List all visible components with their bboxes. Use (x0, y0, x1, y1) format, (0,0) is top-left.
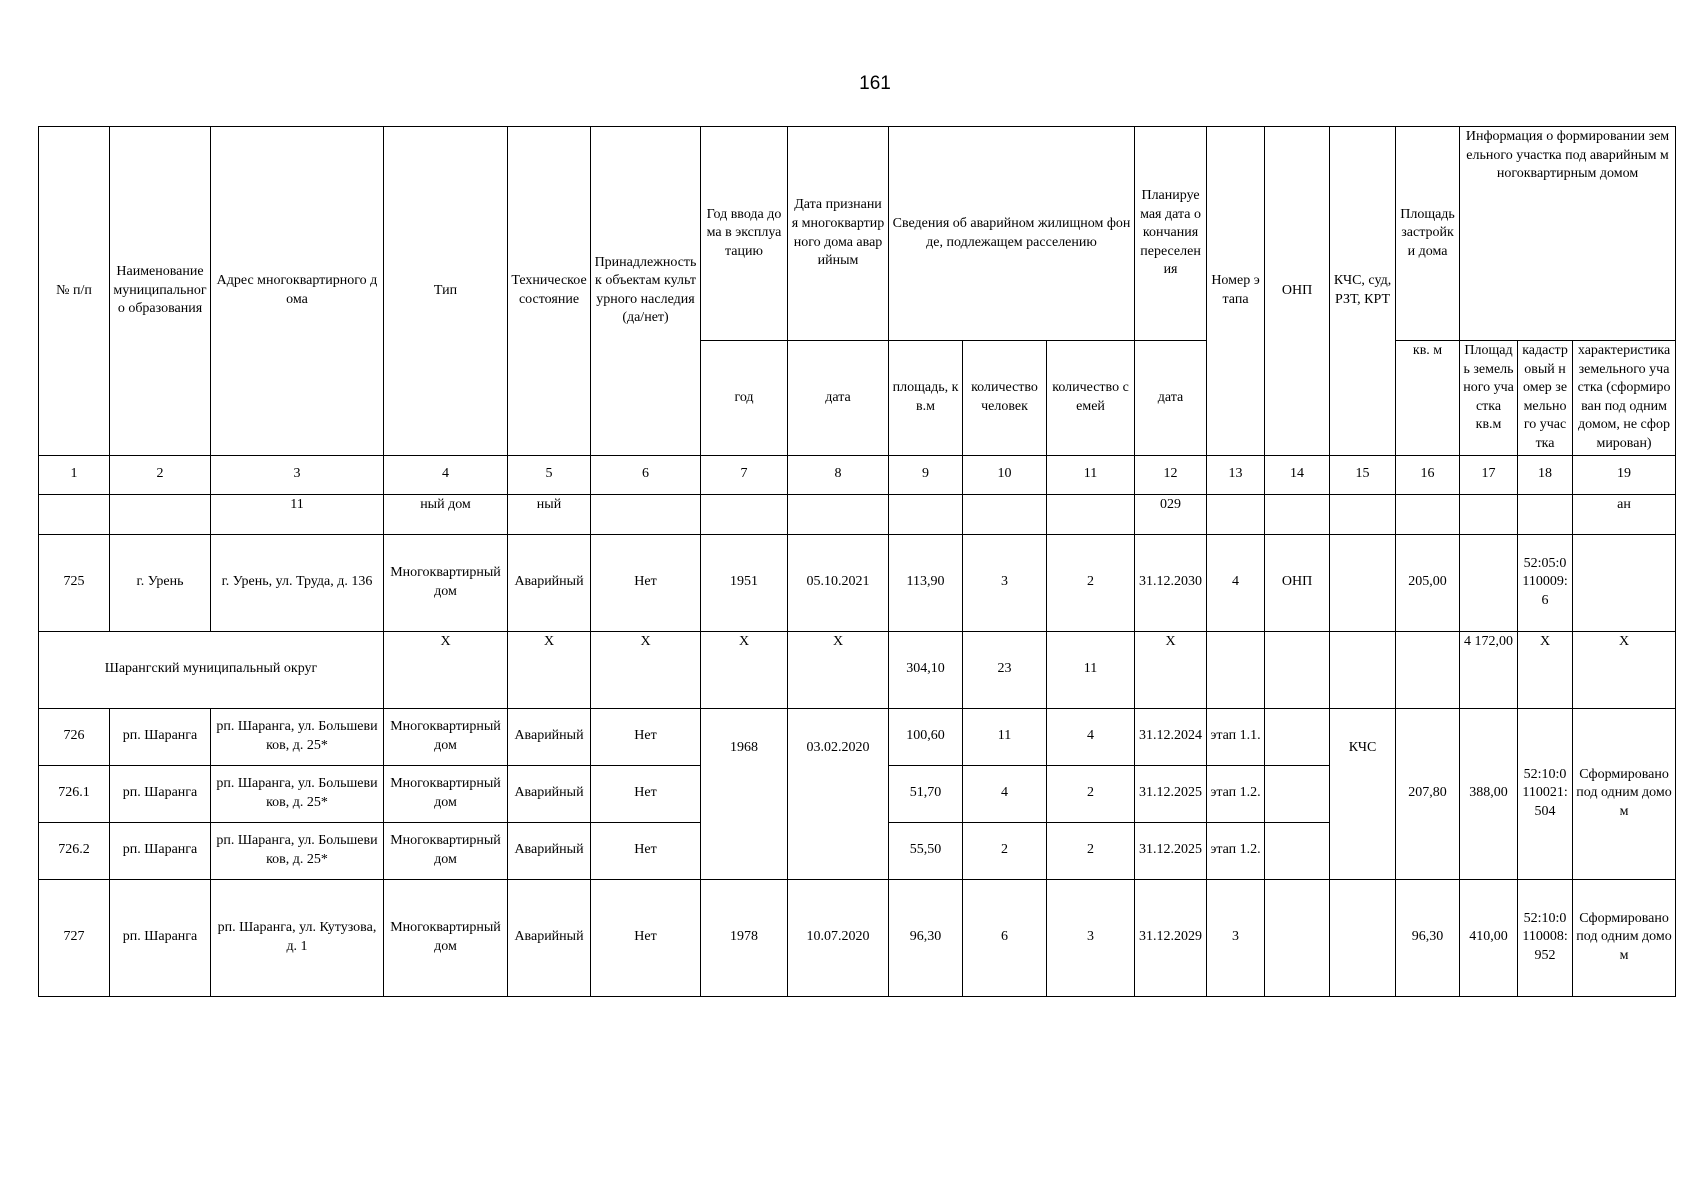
header-land-char: характеристика земельного участка (сформирован под одним домом, не сформирован) (1573, 341, 1676, 456)
header-unit-land: кв.м (1475, 417, 1502, 433)
row-land-area: 410,00 (1460, 879, 1518, 996)
cont-state: ный (508, 494, 591, 534)
header-sub-families: количество семей (1047, 341, 1135, 456)
subtotal-x: X (384, 631, 508, 708)
row-land-char: Сформировано под одним домом (1573, 879, 1676, 996)
col-num: 13 (1207, 455, 1265, 494)
group-cadastral: 52:10:0110021:504 (1518, 708, 1573, 879)
row-type: Многоквартирный дом (384, 765, 508, 822)
row-planned: 31.12.2025 (1135, 822, 1207, 879)
row-families: 2 (1047, 765, 1135, 822)
row-stage: этап 1.2. (1207, 765, 1265, 822)
col-num: 8 (788, 455, 889, 494)
row-heritage: Нет (591, 708, 701, 765)
header-land-area-label: Площадь земельного участка (1463, 343, 1514, 414)
row-planned: 31.12.2024 (1135, 708, 1207, 765)
cont-type: ный дом (384, 494, 508, 534)
col-num: 10 (963, 455, 1047, 494)
row-heritage: Нет (591, 822, 701, 879)
header-cadastral: кадастровый номер земельного участка (1518, 341, 1573, 456)
subtotal-land-area: 4 172,00 (1460, 631, 1518, 708)
row-built-area: 96,30 (1396, 879, 1460, 996)
row-area: 55,50 (889, 822, 963, 879)
header-emergency-info: Сведения об аварийном жилищном фонде, подлежащем расселению (889, 127, 1135, 341)
col-num: 12 (1135, 455, 1207, 494)
col-num: 2 (110, 455, 211, 494)
subtotal-x: X (1135, 631, 1207, 708)
row-cadastral: 52:10:0110008:952 (1518, 879, 1573, 996)
subtotal-x: X (508, 631, 591, 708)
header-unit-built: кв. м (1396, 341, 1460, 456)
row-stage: этап 1.2. (1207, 822, 1265, 879)
row-type: Многоквартирный дом (384, 879, 508, 996)
header-sub-date: дата (788, 341, 889, 456)
row-onp: ОНП (1265, 534, 1330, 631)
header-date-recognition: Дата признания многоквартирного дома аварийным (788, 127, 889, 341)
col-num: 7 (701, 455, 788, 494)
col-num: 18 (1518, 455, 1573, 494)
row-heritage: Нет (591, 765, 701, 822)
table-row (39, 708, 1676, 765)
row-planned: 31.12.2029 (1135, 879, 1207, 996)
row-people: 2 (963, 822, 1047, 879)
header-municipality: Наименование муниципального образования (110, 127, 211, 456)
row-address: г. Урень, ул. Труда, д. 136 (211, 534, 384, 631)
row-address: рп. Шаранга, ул. Большевиков, д. 25* (211, 822, 384, 879)
table-row (39, 534, 1676, 631)
row-stage: этап 1.1. (1207, 708, 1265, 765)
row-state: Аварийный (508, 822, 591, 879)
header-land-info: Информация о формировании земельного участка под аварийным многоквартирным домом (1460, 127, 1676, 341)
header-year-commission: Год ввода дома в эксплуатацию (701, 127, 788, 341)
col-num: 15 (1330, 455, 1396, 494)
header-kchs: КЧС, суд, РЗТ, КРТ (1330, 127, 1396, 456)
row-municipality: рп. Шаранга (110, 765, 211, 822)
row-type: Многоквартирный дом (384, 708, 508, 765)
subtotal-label: Шарангский муниципальный округ (39, 631, 384, 708)
row-families: 4 (1047, 708, 1135, 765)
group-year: 1968 (701, 708, 788, 879)
header-tech-state: Техническое состояние (508, 127, 591, 456)
emergency-housing-table (38, 126, 1676, 997)
row-families: 2 (1047, 534, 1135, 631)
group-built-area: 207,80 (1396, 708, 1460, 879)
col-num: 19 (1573, 455, 1676, 494)
row-kchs (1330, 879, 1396, 996)
subtotal-row (39, 631, 1676, 708)
col-num: 9 (889, 455, 963, 494)
col-num: 16 (1396, 455, 1460, 494)
row-stage: 4 (1207, 534, 1265, 631)
group-date: 03.02.2020 (788, 708, 889, 879)
col-num: 11 (1047, 455, 1135, 494)
header-sub-people: количество человек (963, 341, 1047, 456)
row-kchs (1330, 534, 1396, 631)
row-land-char (1573, 534, 1676, 631)
subtotal-x: X (591, 631, 701, 708)
header-n-pp: № п/п (39, 127, 110, 456)
row-planned: 31.12.2025 (1135, 765, 1207, 822)
row-number: 726 (39, 708, 110, 765)
col-num: 17 (1460, 455, 1518, 494)
col-num: 4 (384, 455, 508, 494)
row-date: 10.07.2020 (788, 879, 889, 996)
row-municipality: рп. Шаранга (110, 879, 211, 996)
row-state: Аварийный (508, 765, 591, 822)
row-onp (1265, 879, 1330, 996)
row-number: 727 (39, 879, 110, 996)
row-planned: 31.12.2030 (1135, 534, 1207, 631)
row-number: 726.2 (39, 822, 110, 879)
row-type: Многоквартирный дом (384, 534, 508, 631)
continuation-row (39, 494, 1676, 534)
row-heritage: Нет (591, 534, 701, 631)
row-area: 51,70 (889, 765, 963, 822)
row-heritage: Нет (591, 879, 701, 996)
header-sub-year: год (701, 341, 788, 456)
cont-address: 11 (211, 494, 384, 534)
row-area: 96,30 (889, 879, 963, 996)
subtotal-x: X (1573, 631, 1676, 708)
cont-planned: 029 (1135, 494, 1207, 534)
header-heritage: Принадлежность к объектам культурного наследия (да/нет) (591, 127, 701, 456)
header-sub-area: площадь, кв.м (889, 341, 963, 456)
row-cadastral: 52:05:0110009:6 (1518, 534, 1573, 631)
subtotal-families: 11 (1047, 631, 1135, 708)
header-onp: ОНП (1265, 127, 1330, 456)
row-state: Аварийный (508, 879, 591, 996)
group-land-area: 388,00 (1460, 708, 1518, 879)
header-address: Адрес многоквартирного дома (211, 127, 384, 456)
row-area: 113,90 (889, 534, 963, 631)
header-built-area: Площадь застройки дома (1396, 127, 1460, 341)
row-area: 100,60 (889, 708, 963, 765)
row-year: 1951 (701, 534, 788, 631)
header-land-area (1460, 341, 1518, 456)
row-municipality: г. Урень (110, 534, 211, 631)
subtotal-x: X (788, 631, 889, 708)
subtotal-people: 23 (963, 631, 1047, 708)
row-people: 3 (963, 534, 1047, 631)
row-year: 1978 (701, 879, 788, 996)
row-state: Аварийный (508, 708, 591, 765)
row-address: рп. Шаранга, ул. Большевиков, д. 25* (211, 765, 384, 822)
row-built-area: 205,00 (1396, 534, 1460, 631)
row-date: 05.10.2021 (788, 534, 889, 631)
header-planned-date: Планируемая дата окончания переселения (1135, 127, 1207, 341)
page-number: 161 (859, 73, 891, 94)
row-municipality: рп. Шаранга (110, 708, 211, 765)
column-number-row (39, 455, 1676, 494)
row-stage: 3 (1207, 879, 1265, 996)
group-land-char: Сформировано под одним домом (1573, 708, 1676, 879)
col-num: 14 (1265, 455, 1330, 494)
col-num: 6 (591, 455, 701, 494)
header-sub-planned: дата (1135, 341, 1207, 456)
row-people: 11 (963, 708, 1047, 765)
row-families: 2 (1047, 822, 1135, 879)
cont-land-char: ан (1573, 494, 1676, 534)
row-land-area (1460, 534, 1518, 631)
row-municipality: рп. Шаранга (110, 822, 211, 879)
header-row-main (39, 127, 1676, 341)
row-people: 6 (963, 879, 1047, 996)
row-state: Аварийный (508, 534, 591, 631)
table-row (39, 879, 1676, 996)
row-number: 725 (39, 534, 110, 631)
group-kchs: КЧС (1330, 708, 1396, 879)
row-type: Многоквартирный дом (384, 822, 508, 879)
row-address: рп. Шаранга, ул. Кутузова, д. 1 (211, 879, 384, 996)
row-families: 3 (1047, 879, 1135, 996)
subtotal-x: X (701, 631, 788, 708)
subtotal-x: X (1518, 631, 1573, 708)
col-num: 1 (39, 455, 110, 494)
row-people: 4 (963, 765, 1047, 822)
col-num: 5 (508, 455, 591, 494)
header-type: Тип (384, 127, 508, 456)
col-num: 3 (211, 455, 384, 494)
subtotal-area: 304,10 (889, 631, 963, 708)
header-stage-no: Номер этапа (1207, 127, 1265, 456)
row-address: рп. Шаранга, ул. Большевиков, д. 25* (211, 708, 384, 765)
row-number: 726.1 (39, 765, 110, 822)
